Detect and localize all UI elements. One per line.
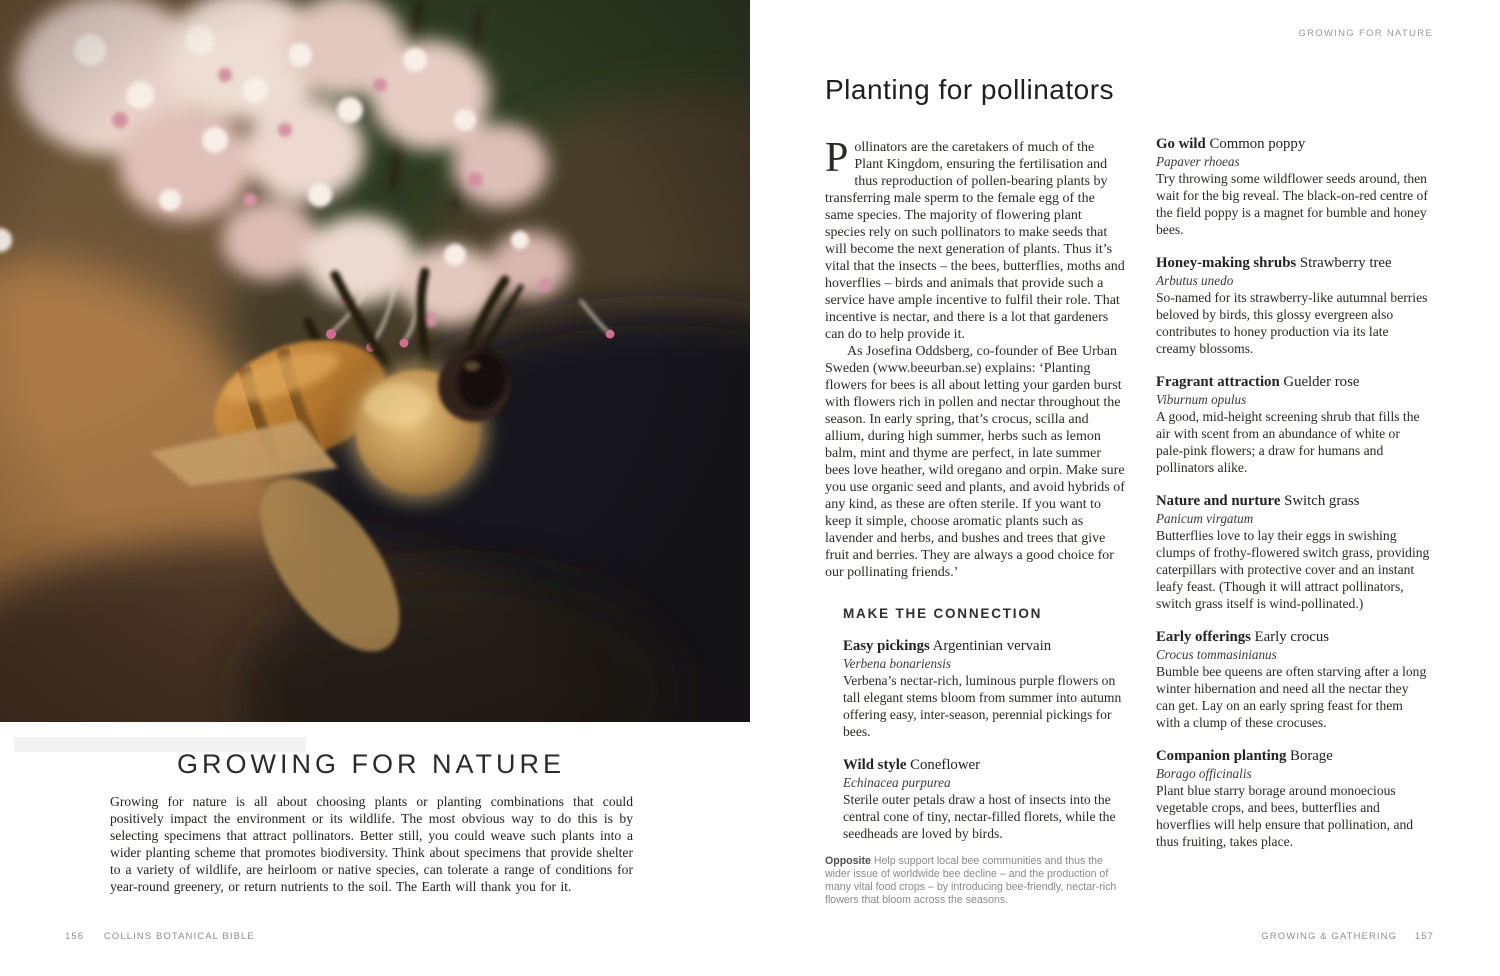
drop-cap: P bbox=[825, 135, 849, 181]
entry-title-bold: Nature and nurture bbox=[1156, 493, 1281, 509]
plant-entry-title bbox=[1156, 136, 1430, 153]
species-name: Papaver rhoeas bbox=[1156, 154, 1240, 169]
plant-entry-title bbox=[1156, 255, 1430, 272]
intro-paragraph-2: As Josefina Oddsberg, co-founder of Bee Urban Sweden (www.beeurban.se) explains: ‘Planting flowers for bees is all about letting your garden burst with flowers rich in pollen and nectar throughout the season. In early spring, that’s crocus, scilla and allium, during high summer, herbs such as lemon balm, mint and thyme are perfect, in late summer bees love heather, wild oregano and orpin. Make sure you use organic seed and plants, and avoid hybrids of any kind, as these are often sterile. If you want to keep it simple, choose aromatic plants such as lavender and herbs, and bushes and trees that give fruit and berries. They are always a good choice for our pollinating friends.’ bbox=[825, 344, 1125, 580]
entry-description: A good, mid-height screening shrub that fills the air with scent from an abundance of white or pale-pink flowers; a draw for humans and pollinators alike. bbox=[1156, 409, 1420, 475]
entry-description: Plant blue starry borage around monoecious vegetable crops, and bees, butterflies and hoverflies will help ensure that pollination, and thus fruiting, takes place. bbox=[1156, 783, 1414, 849]
left-page-title: GROWING FOR NATURE bbox=[177, 749, 565, 779]
article-title: Planting for pollinators bbox=[825, 74, 1115, 105]
caption-text: Help support local bee communities and thus the wider issue of worldwide bee decline – and the production of many vital food crops – by introducing bee-friendly, nectar-rich flowers that bloom across the seasons. bbox=[825, 855, 1117, 906]
entry-title-bold: Fragrant attraction bbox=[1156, 374, 1280, 390]
entry-description: Bumble bee queens are often starving after a long winter hibernation and need all the nectar they can get. Lay on an early spring feast for them with a clump of these crocuses. bbox=[1156, 664, 1427, 730]
left-page-number: 156 bbox=[65, 931, 85, 942]
right-page-number: 157 bbox=[1414, 931, 1434, 942]
article-column-2 bbox=[1156, 136, 1430, 867]
paragraph-text: ollinators are the caretakers of much of the Plant Kingdom, ensuring the fertilisation and thus reproduction of pollen-bearing plants by transferring male sperm to the female egg of the same species. The majority of flowering plant species rely on such pollinators to make seeds that will become the next generation of plants. Thus it’s vital that the insects – the bees, butterflies, moths and hoverflies – birds and animals that provide such a service have ample incentive to fulfil their role. That incentive is nectar, and there is a lot that gardeners can do to help provide it. bbox=[825, 140, 1125, 342]
left-page-intro: Growing for nature is all about choosing plants or planting combinations that could positively impact the environment or its wildlife. The most obvious way to do this is by selecting specimens that attract pollinators. Better still, you could weave such plants into a wider planting scheme that promotes biodiversity. Think about specimens that provide shelter to a variety of wildlife, are heirloom or native species, can tolerate a range of conditions for year-round greenery, or return nutrients to the soil. The Earth will thank you for it. bbox=[110, 794, 633, 895]
entry-title-common-name: Borage bbox=[1290, 748, 1333, 764]
plant-entry bbox=[1156, 136, 1430, 238]
section-heading: MAKE THE CONNECTION bbox=[843, 606, 1043, 621]
left-page-footer bbox=[65, 931, 255, 942]
entry-description: Butterflies love to lay their eggs in swishing clumps of frothy-flowered switch grass, providing caterpillars with protective cover and an instant leafy feast. (Though it will attract pollinators, switch grass itself is wind-pollinated.) bbox=[1156, 528, 1430, 611]
entry-title-bold: Early offerings bbox=[1156, 629, 1251, 645]
entry-description: So-named for its strawberry-like autumnal berries beloved by birds, this glossy evergreen also contributes to honey production via its late creamy blossoms. bbox=[1156, 290, 1428, 356]
caption-label: Opposite bbox=[825, 855, 871, 867]
plant-entry-title bbox=[843, 638, 1125, 655]
plant-entry-title bbox=[1156, 493, 1430, 510]
section-title: GROWING & GATHERING bbox=[1261, 931, 1398, 942]
entry-title-bold: Easy pickings bbox=[843, 638, 930, 654]
plant-entry bbox=[1156, 255, 1430, 357]
plant-entry-title bbox=[1156, 629, 1430, 646]
entry-title-common-name: Early crocus bbox=[1254, 629, 1330, 645]
bee-photo-illustration bbox=[0, 0, 750, 722]
article-column-1 bbox=[825, 135, 1125, 842]
species-name: Arbutus unedo bbox=[1156, 273, 1234, 288]
plant-entry bbox=[1156, 748, 1430, 850]
species-name: Viburnum opulus bbox=[1156, 392, 1247, 407]
entry-title-common-name: Common poppy bbox=[1209, 136, 1306, 152]
plant-entry-title bbox=[1156, 374, 1430, 391]
entry-title-bold: Companion planting bbox=[1156, 748, 1287, 764]
plant-entry bbox=[1156, 374, 1430, 476]
entry-title-common-name: Strawberry tree bbox=[1299, 255, 1392, 271]
species-name: Crocus tommasinianus bbox=[1156, 647, 1277, 662]
plant-entry-title bbox=[843, 757, 1125, 774]
plant-entry bbox=[843, 638, 1125, 740]
plant-entry-title bbox=[1156, 748, 1430, 765]
entry-title-bold: Wild style bbox=[843, 757, 907, 773]
make-the-connection-section bbox=[843, 606, 1125, 842]
entry-description: Try throwing some wildflower seeds around, then wait for the big reveal. The black-on-red centre of the field poppy is a magnet for bumble and honey bees. bbox=[1156, 171, 1428, 237]
entry-title-common-name: Guelder rose bbox=[1283, 374, 1360, 390]
entry-title-common-name: Switch grass bbox=[1284, 493, 1360, 509]
intro-paragraph-1 bbox=[825, 135, 1125, 343]
species-name: Echinacea purpurea bbox=[843, 775, 951, 790]
entry-description: Sterile outer petals draw a host of insects into the central cone of tiny, nectar-filled florets, while the seedheads are loved by birds. bbox=[843, 792, 1116, 841]
book-title: COLLINS BOTANICAL BIBLE bbox=[103, 931, 255, 942]
right-page-footer bbox=[1261, 931, 1434, 942]
entry-title-common-name: Coneflower bbox=[910, 757, 981, 773]
species-name: Panicum virgatum bbox=[1156, 511, 1254, 526]
entry-title-common-name: Argentinian vervain bbox=[932, 638, 1052, 654]
entry-title-bold: Honey-making shrubs bbox=[1156, 255, 1297, 271]
photo-caption bbox=[825, 855, 1123, 907]
plant-entry bbox=[1156, 629, 1430, 731]
entry-description: Verbena’s nectar-rich, luminous purple flowers on tall elegant stems bloom from summer into autumn offering easy, inter-season, perennial pickings for bees. bbox=[843, 673, 1122, 739]
plant-entry bbox=[843, 757, 1125, 842]
bee-on-flowers-photo bbox=[0, 0, 750, 722]
running-head: GROWING FOR NATURE bbox=[1298, 28, 1433, 39]
species-name: Verbena bonariensis bbox=[843, 656, 952, 671]
entry-title-bold: Go wild bbox=[1156, 136, 1206, 152]
species-name: Borago officinalis bbox=[1156, 766, 1252, 781]
plant-entry bbox=[1156, 493, 1430, 612]
